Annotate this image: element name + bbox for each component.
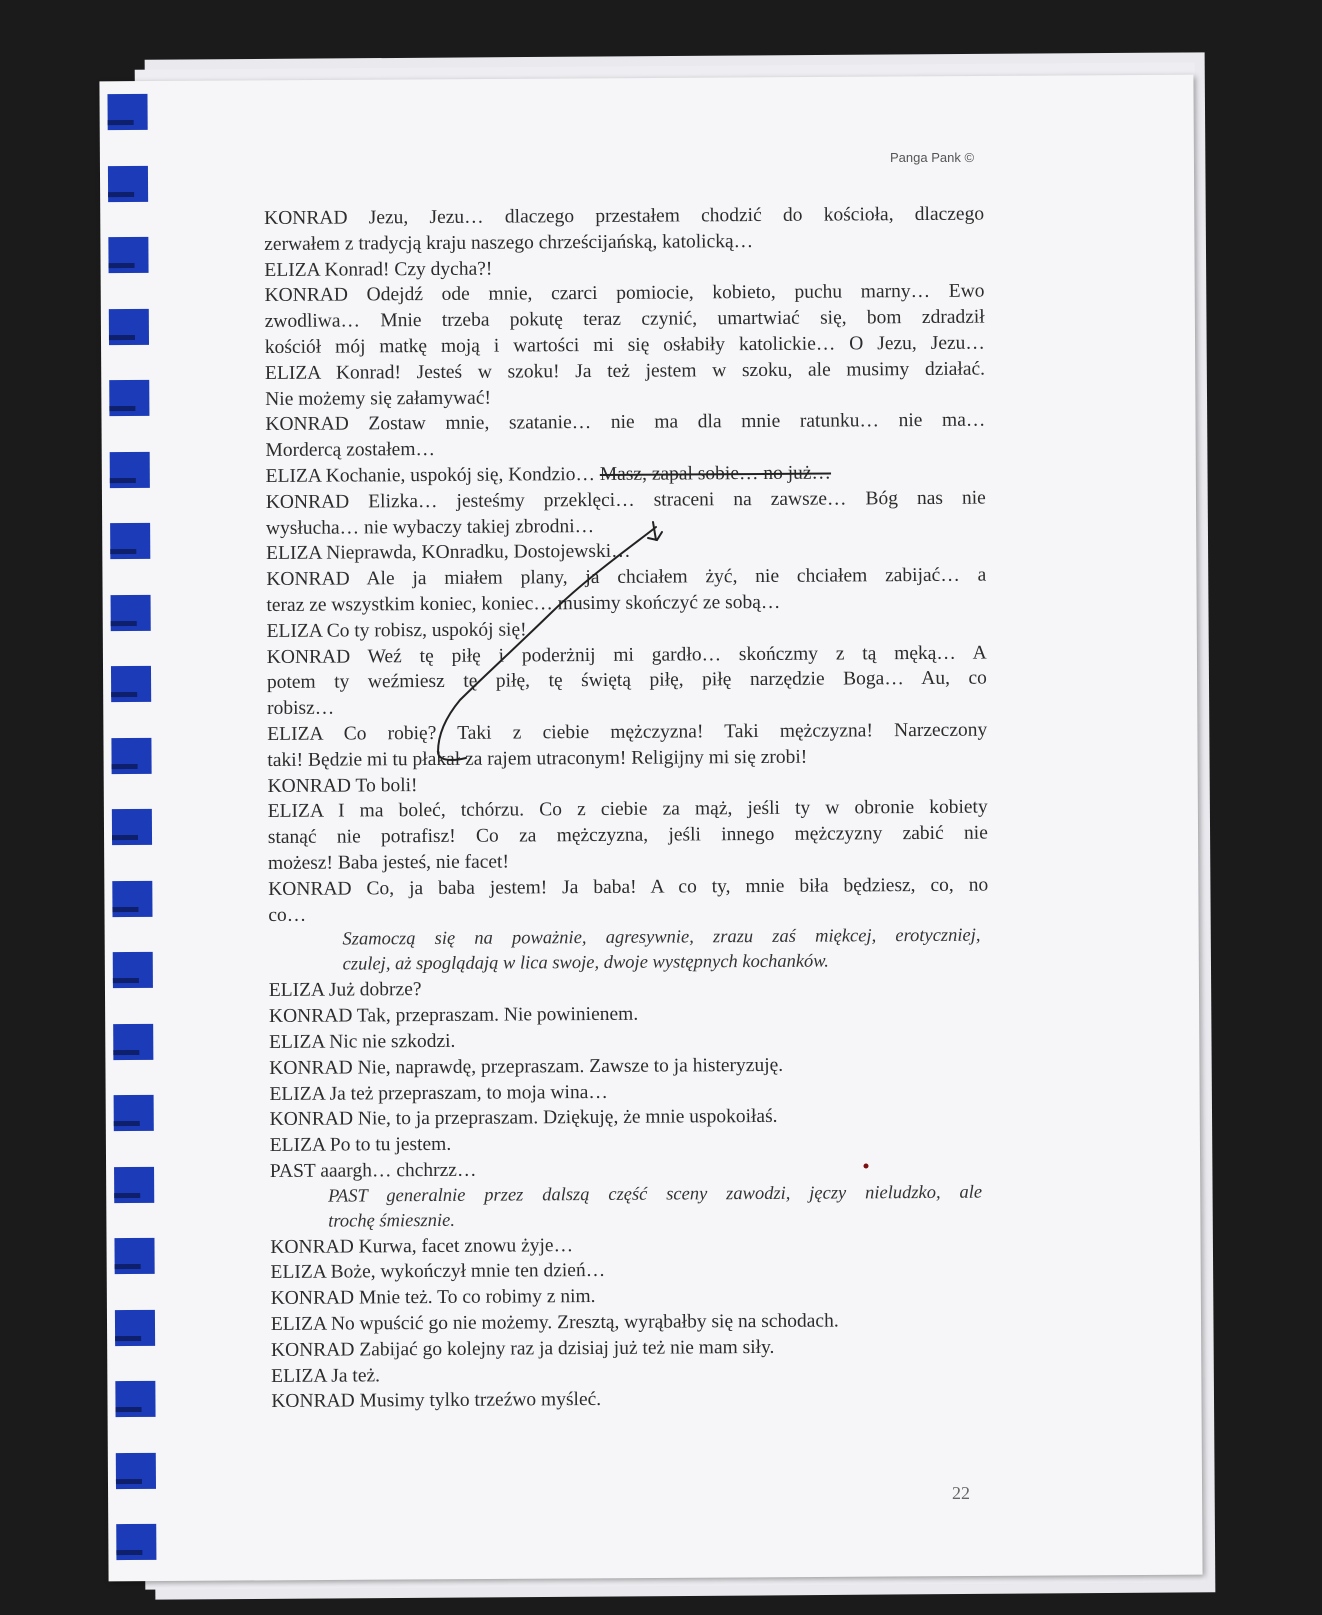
binding-ring [114,1095,154,1131]
dialogue-line: potem ty weźmiesz tę piłę, tę świętą piłę, piłę narzędzie Boga… Au, co [266,667,987,694]
dialogue-line: ELIZA I ma boleć, tchórzu. Co z ciebie za mąż, jeśli ty w obronie kobiety [267,796,988,823]
dialogue-line: KONRAD Kurwa, facet znowu żyje… [270,1234,574,1258]
binding-ring [113,1023,153,1059]
dialogue-line: ELIZA Już dobrze? [268,979,422,1002]
binding-ring [111,594,151,630]
page-number: 22 [952,1483,970,1503]
dialogue-line: KONRAD Ale ja miałem plany, ja chciałem żyć, nie chciałem zabijać… a [266,564,987,591]
binding-ring [111,666,151,702]
stage-direction-line: Szamoczą się na poważnie, agresywnie, zrazu zaś miękcej, erotyczniej, [342,925,981,950]
binding-ring [114,1166,154,1202]
dialogue-line: KONRAD Musimy tylko trzeźwo myśleć. [271,1389,602,1413]
dialogue-line: PAST aaargh… chchrzz… [269,1159,477,1182]
dialogue-line: wysłucha… nie wybaczy takiej zbrodni… [265,515,595,539]
stage-direction-line: PAST generalnie przez dalszą część sceny zawodzi, jęczy nieludzko, ale [327,1182,983,1207]
dialogue-line: KONRAD Elizka… jesteśmy przeklęci… straceni na zawsze… Bóg nas nie [265,487,986,513]
dialogue-line: KONRAD Odejdź ode mnie, czarci pomiocie, kobieto, puchu marny… Ewo [264,280,985,307]
binding-ring [112,809,152,845]
dialogue-line: ELIZA Ja też. [271,1364,381,1387]
dialogue-line: kościół mój matkę moją i wartości mi się osłabiły katolickie… O Jezu, Jezu… [264,332,985,358]
dialogue-line: ELIZA Konrad! Jesteś w szoku! Ja też jestem w szoku, ale musimy działać. [264,358,986,384]
dialogue-line: KONRAD Zostaw mnie, szatanie… nie ma dla mnie ratunku… nie ma… [265,409,986,436]
spiral-binding [107,94,162,1574]
binding-ring [113,952,153,988]
dialogue-line: ELIZA Nic nie szkodzi. [269,1030,456,1053]
binding-ring [109,380,149,416]
stage-direction-line: trochę śmiesznie. [328,1210,456,1232]
binding-ring [115,1381,155,1417]
dialogue-line: ELIZA Boże, wykończył mnie ten dzień… [270,1260,606,1284]
stage-direction-line: czulej, aż spoglądają w lica swoje, dwoje występnych kochanków. [342,951,829,975]
dialogue-line: zerwałem z tradycją kraju naszego chrześcijańską, katolicką… [264,230,754,255]
binding-ring [116,1524,156,1560]
running-header: Panga Pank © [890,150,975,165]
dialogue-line: teraz ze wszystkim koniec, koniec… musimy skończyć ze sobą… [266,591,781,616]
dialogue-line: Mordercą zostałem… [265,439,436,462]
binding-ring [114,1238,154,1274]
dialogue-line: KONRAD To boli! [267,774,418,797]
binding-ring [112,880,152,916]
dialogue-line: Nie możemy się załamywać! [265,387,492,410]
dialogue-line: KONRAD Nie, to ja przepraszam. Dziękuję, że mnie uspokoiłaś. [269,1106,778,1131]
dialogue-line: KONRAD Zabijać go kolejny raz ja dzisiaj już też nie mam siły. [270,1336,775,1361]
dialogue-line: ELIZA No wpuścić go nie możemy. Zresztą, wyrąbałby się na schodach. [270,1310,839,1336]
dialogue-line: możesz! Baba jesteś, nie facet! [267,851,510,874]
dialogue-line: KONRAD Tak, przepraszam. Nie powinienem. [268,1003,639,1028]
binding-ring [115,1309,155,1345]
dialogue-line: KONRAD Weź tę piłę i poderżnij mi gardło… skończmy z tą męką… A [266,642,987,668]
binding-ring [109,308,149,344]
dialogue-line: KONRAD Mnie też. To co robimy z nim. [270,1286,596,1310]
dialogue-line: KONRAD Co, ja baba jestem! Ja baba! A co ty, mnie biła będziesz, co, no [268,874,989,900]
dialogue-line: ELIZA Ja też przepraszam, to moja wina… [269,1081,608,1105]
struck-through-text: Masz, zapal sobie… no już… [599,462,832,485]
dialogue-line: ELIZA Po to tu jestem. [269,1133,452,1157]
binding-ring [111,737,151,773]
dialogue-text: ELIZA Kochanie, uspokój się, Kondzio… [265,463,600,487]
dialogue-line: KONRAD Nie, naprawdę, przepraszam. Zawsze to ja histeryzuję. [269,1054,784,1079]
dialogue-line: stanąć nie potrafisz! Co za mężczyzna, jeśli innego mężczyzny zabić nie [267,822,988,849]
dialogue-line: ELIZA Co robię? Taki z ciebie mężczyzna! Taki mężczyzna! Narzeczony [267,719,988,745]
binding-ring [110,523,150,559]
stage-direction [270,1180,990,1234]
dialogue-line: KONRAD Jezu, Jezu… dlaczego przestałem chodzić do kościoła, dlaczego [264,203,985,229]
binding-ring [108,165,148,201]
binding-ring [108,237,148,273]
binding-ring [116,1452,156,1488]
script-body [264,202,991,1416]
dialogue-line: zwodliwa… Mnie trzeba pokutę teraz czynić, umartwiać się, bom zdradził [264,306,985,333]
dialogue-line: ELIZA Co ty robisz, uspokój się! [266,619,527,642]
binding-ring [107,94,147,130]
stage-direction [268,924,988,978]
dialogue-line: ELIZA Konrad! Czy dycha?! [264,258,493,281]
binding-ring [110,451,150,487]
dialogue-line: taki! Będzie mi tu płakał za rajem utraconym! Religijny mi się zrobi! [267,746,808,771]
dialogue-line: ELIZA Nieprawda, KOnradku, Dostojewski… [266,541,631,565]
dialogue-line: co… [268,904,307,926]
dialogue-line: robisz… [267,697,335,720]
